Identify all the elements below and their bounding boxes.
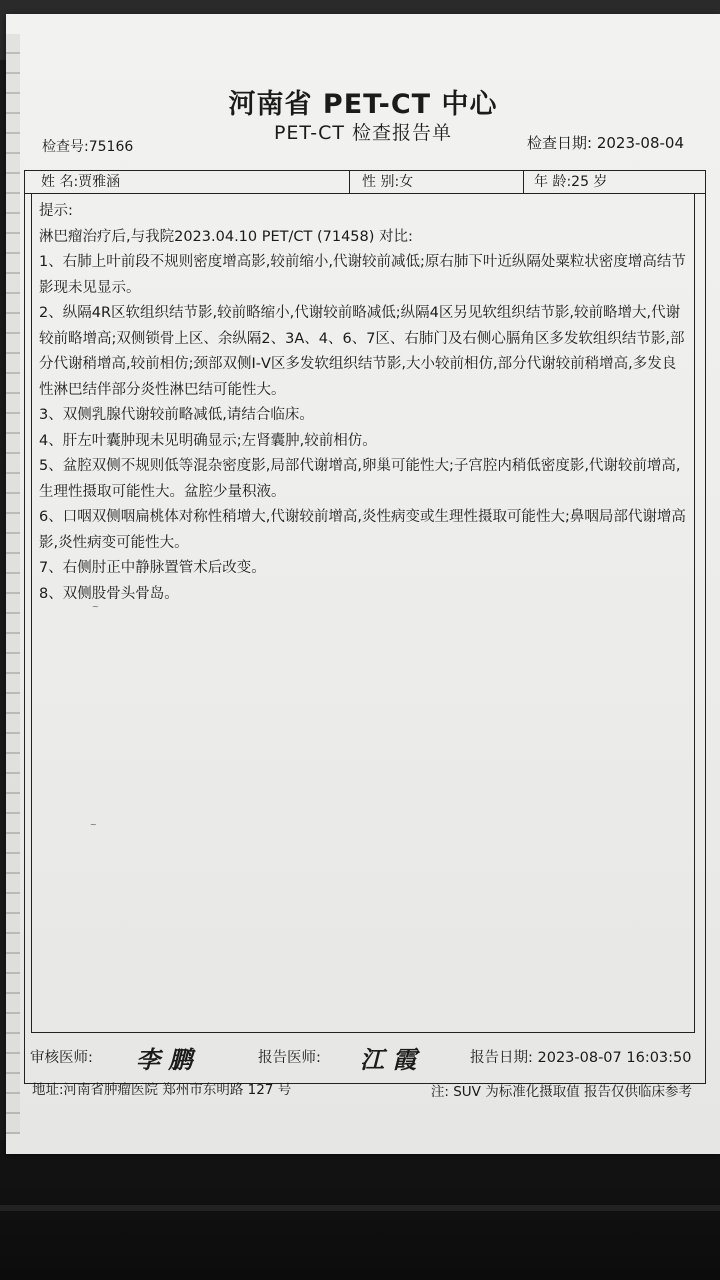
finding-item: 4、肝左叶囊肿现未见明确显示;左肾囊肿,较前相仿。 bbox=[39, 432, 377, 449]
report-sheet bbox=[6, 14, 720, 1154]
patient-sex bbox=[349, 171, 530, 193]
report-note: 注: SUV 为标准化摄取值 报告仅供临床参考 bbox=[430, 1084, 692, 1100]
finding-item: 1、右肺上叶前段不规则密度增高影,较前缩小,代谢较前减低;原右肺下叶近纵隔处粟粒状密度增高结节影现未见显示。 bbox=[39, 254, 686, 296]
report-date: 报告日期: 2023-08-07 16:03:50 bbox=[470, 1050, 692, 1066]
paper-smudge: ~ bbox=[92, 602, 99, 611]
finding-item: 5、盆腔双侧不规则低等混杂密度影,局部代谢增高,卵巢可能性大;子宫腔内稍低密度影,代谢较前增高,生理性摄取可能性大。盆腔少量积液。 bbox=[39, 458, 681, 500]
findings-section bbox=[39, 199, 689, 607]
exam-date: 检查日期: 2023-08-04 bbox=[527, 134, 684, 152]
report-frame bbox=[24, 170, 706, 1084]
finding-item: 2、纵隔4R区软组织结节影,较前略缩小,代谢较前略减低;纵隔4区另见软组织结节影,较前略增大,代谢较前略增高;双侧锁骨上区、余纵隔2、3A、4、6、7区、右肺门及右侧心膈角区多发软组织结节影,部分代谢稍增高,较前相仿;颈部双侧Ⅰ-Ⅴ区多发软组织结节影,大小较前相仿,部分代谢较前稍增高,多发良性淋巴结伴部分炎性淋巴结可能性大。 bbox=[39, 305, 685, 398]
reporter-label: 报告医师: bbox=[258, 1050, 321, 1066]
finding-item: 8、双侧股骨头骨岛。 bbox=[39, 585, 179, 602]
findings-heading: 提示: bbox=[39, 203, 73, 219]
report-subtitle: PET-CT 检查报告单 bbox=[273, 122, 453, 144]
finding-item: 3、双侧乳腺代谢较前略减低,请结合临床。 bbox=[39, 407, 314, 423]
reviewer-signature: 李 鹏 bbox=[136, 1045, 193, 1074]
report-title: 河南省 PET-CT 中心 bbox=[228, 89, 498, 120]
paper-smudge: ~ bbox=[90, 820, 97, 829]
finding-item: 7、右侧肘正中静脉置管术后改变。 bbox=[39, 560, 266, 576]
exam-number: 检查号:75166 bbox=[42, 139, 134, 155]
patient-info-row bbox=[25, 171, 705, 194]
binding-edge bbox=[6, 34, 20, 1134]
finding-item: 6、口咽双侧咽扁桃体对称性稍增大,代谢较前增高,炎性病变或生理性摄取可能性大;鼻咽局部代谢增高影,炎性病变可能性大。 bbox=[39, 509, 686, 551]
patient-age bbox=[523, 171, 704, 193]
fabric-stripe bbox=[0, 1205, 720, 1211]
patient-age-text: 年 龄:25 岁 bbox=[534, 174, 608, 190]
findings-intro: 淋巴瘤治疗后,与我院2023.04.10 PET/CT (71458) 对比: bbox=[39, 228, 413, 245]
signoff-row bbox=[24, 1038, 706, 1076]
reviewer-label: 审核医师: bbox=[30, 1050, 93, 1066]
patient-name: 姓 名:贾雅涵 bbox=[41, 174, 121, 190]
hospital-address: 地址:河南省肿瘤医院 郑州市东明路 127 号 bbox=[32, 1082, 292, 1098]
reporter-signature: 江 霞 bbox=[360, 1045, 417, 1074]
patient-sex-text: 性 别:女 bbox=[362, 174, 414, 190]
